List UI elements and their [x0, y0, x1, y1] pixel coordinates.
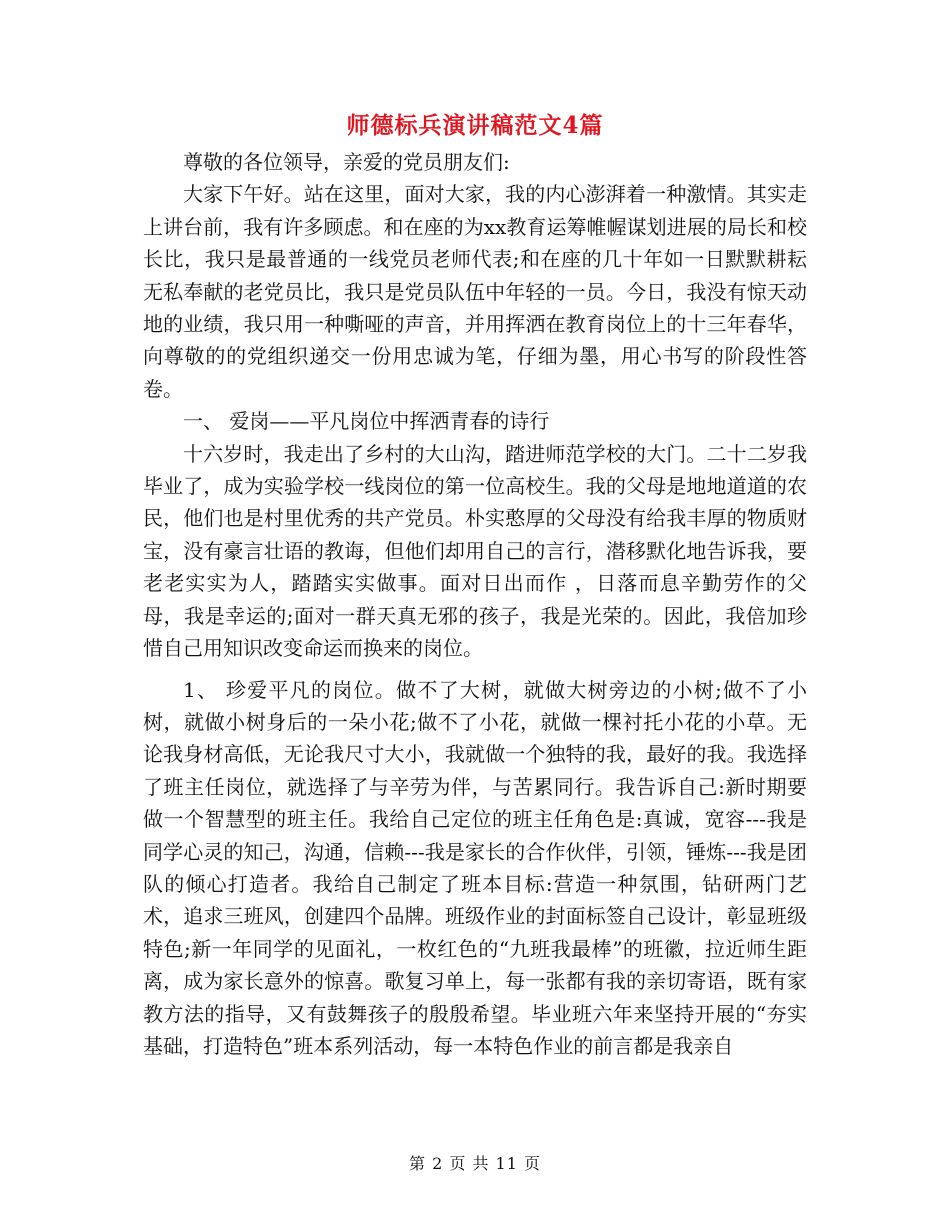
- paragraph-greeting: 尊敬的各位领导，亲爱的党员朋友们:: [183, 150, 510, 174]
- section-heading-1: 一、 爱岗——平凡岗位中挥洒青春的诗行: [183, 409, 550, 434]
- paragraph-intro: 大家下午好。站在这里，面对大家，我的内心澎湃着一种激情。其实走上讲台前，我有许多顾虑。和在座的为xx教育运筹帷幄谋划进展的局长和校长比，我只是最普通的一线党员老师代表;和在座的几十年如一日默默耕耘无私奉献的老党员比，我只是党员队伍中年轻的一员。今日，我没有惊天动地的业绩，我只用一种嘶哑的声音，并用挥洒在教育岗位上的十三年春华，向尊敬的的党组织递交一份用忠诚为笔，仔细为墨，用心书写的阶段性答卷。: [143, 182, 807, 401]
- paragraph-point-1: 1、 珍爱平凡的岗位。做不了大树，就做大树旁边的小树;做不了小树，就做小树身后的一朵小花;做不了小花，就做一棵衬托小花的小草。无论我身材高低，无论我尺寸大小，我就做一个独特的我，最好的我。我选择了班主任岗位，就选择了与辛劳为伴，与苦累同行。我告诉自己:新时期要做一个智慧型的班主任。我给自己定位的班主任角色是:真诚，宽容---我是同学心灵的知己，沟通，信赖---我是家长的合作伙伴，引领，锤炼---我是团队的倾心打造者。我给自己制定了班本目标:营造一种氛围，钻研两门艺术，追求三班风，创建四个品牌。班级作业的封面标签自己设计，彰显班级特色;新一年同学的见面礼，一枚红色的“九班我最棒”的班徽，拉近师生距离，成为家长意外的惊喜。歌复习单上，每一张都有我的亲切寄语，既有家教方法的指导，又有鼓舞孩子的殷殷希望。毕业班六年来坚持开展的“夯实基础，打造特色”班本系列活动，每一本特色作业的前言都是我亲自: [143, 677, 807, 1058]
- document-body: [143, 146, 807, 1062]
- page-number-footer: 第 2 页 共 11 页: [409, 1154, 541, 1173]
- paragraph-background: 十六岁时，我走出了乡村的大山沟，踏进师范学校的大门。二十二岁我毕业了，成为实验学校一线岗位的第一位高校生。我的父母是地地道道的农民，他们也是村里优秀的共产党员。朴实憨厚的父母没有给我丰厚的物质财宝，没有豪言壮语的教诲，但他们却用自己的言行，潜移默化地告诉我，要老老实实为人，踏踏实实做事。面对日出而作 ，日落而息辛勤劳作的父母，我是幸运的;面对一群天真无邪的孩子，我是光荣的。因此，我倍加珍惜自己用知识改变命运而换来的岗位。: [143, 441, 807, 661]
- document-title: 师德标兵演讲稿范文4篇: [346, 112, 604, 139]
